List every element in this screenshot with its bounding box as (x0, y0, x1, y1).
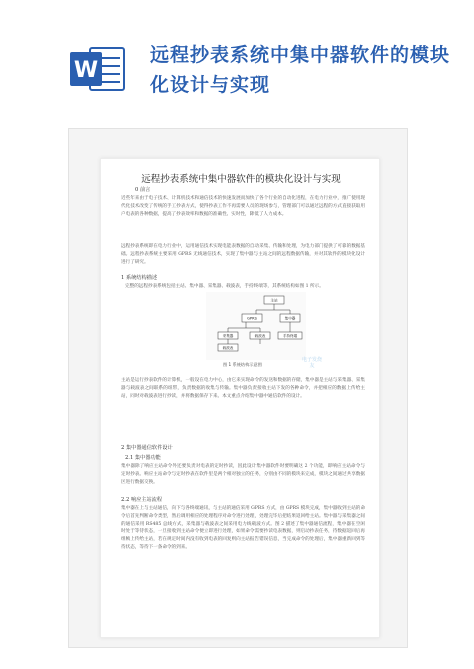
section-heading-system: 1 系统结构描述 (121, 275, 158, 281)
paragraph-intro-1: 近些年来由于电子技术、计算机技术和通信技术的快速发展而加快了各个行业的自动化进程，在电力行业中，推广使用现代化技术改变了传统的手工抄表方式，使得抄表工作不再需要人员的现场参与，管理部门可以通过远程的方式直接获取用户电表的各种数据，提高了抄表效率和数据的准确性、实时性，降低了人力成本。 (121, 196, 365, 217)
watermark-logo: 电子发烧友 (301, 357, 322, 369)
word-document-icon (70, 44, 126, 94)
document-title: 远程抄表系统中集中器软件的模块化设计与实现 (141, 174, 341, 185)
document-page[interactable] (100, 158, 380, 638)
paragraph-system-2: 主站是运行抄表软件的计算机，一般设在电力中心，由它来实现命令的发送和数据的存储，集中器是主站与采集器、采集器与载波表之间联系的纽带，负责数据的收集与传输。集中器负责接收主站下发的各种命令，并把相应的数据上传给主站，同时对载波表进行抄读，并将数据保存下来。本文重点介绍集中器中通信软件的设计。 (121, 378, 365, 399)
diagram-label-concentrator: 集中器 (284, 316, 296, 321)
diagram-label-handheld: 手持终端 (282, 334, 298, 338)
diagram-label-gprs: GPRS (247, 316, 257, 321)
diagram-label-meter: 载波表 (254, 334, 266, 338)
diagram-label-collector: 采集器 (222, 334, 234, 338)
section-heading-preface: 0 前言 (135, 187, 151, 193)
diagram-label-meter-2: 载波表 (222, 346, 234, 350)
word-logo-letter: W (73, 58, 99, 83)
page-title: 远程抄表系统中集中器软件的模块化设计与实现 (150, 44, 451, 96)
section-heading-software: 2 集中器通信软件设计 (121, 445, 173, 451)
diagram-label-master: 主站 (270, 298, 278, 303)
paragraph-function: 集中器除了响应主站命令外还要负责对电表的定时抄读，因此设计集中器软件时要明确这 2 个功能，即响应主站命令与定时抄表。响应主站命令与定时抄表在软件里是两个相对独立的任务，分别由不同的模块来完成，模块之间通过共享数据区进行数据交换。 (121, 464, 365, 485)
figure-caption: 图 1 系统结构示意图 (223, 362, 262, 367)
section-heading-flow: 2.2 响应主站流程 (121, 497, 163, 503)
section-heading-function: 2.1 集中器功能 (125, 455, 161, 461)
paragraph-system-1: 完整的远程抄表系统包括主站、集中器、采集器、载波表，手持终端等，其系统结构如图 1 所示。 (125, 284, 324, 289)
paragraph-intro-2: 远程抄表系统即在电力行业中，运用通信技术实现电能表数据的自动采集、传输和处理，为电力部门提供了可靠的数据基础。远程抄表系统主要采用 GPRS 无线通信技术，实现了集中器与主站之间的远程数据传输，并对其软件的模块化设计进行了研究。 (121, 244, 365, 265)
paragraph-flow: 集中器在上与主站通信，向下与各终端通讯，与主站的通信采用 GPRS 方式，由 GPRS 模块完成，集中器收到主站的命令后首先判断命令类型，然后调用相应的处理程序对命令进行处理，处理完毕后把结果返回给主站。集中器与采集器之间的通信采用 RS485 总线方式，采集器与载波表之间采用电力线载波方式。图 2 描述了集中器通信流程，集中器在空闲时处于等待状态，一旦接收到主站命令便立即进行处理，如果命令需要抄读电表数据，则启动抄表任务，待数据返回后再组帧上传给主站，若在规定时间内没有收到电表的回复则向主站报告错误信息，当完成命令的处理后，集中器重新回到等待状态，等待下一条命令的到来。 (121, 506, 365, 550)
system-structure-diagram (206, 292, 306, 360)
header (0, 0, 474, 120)
